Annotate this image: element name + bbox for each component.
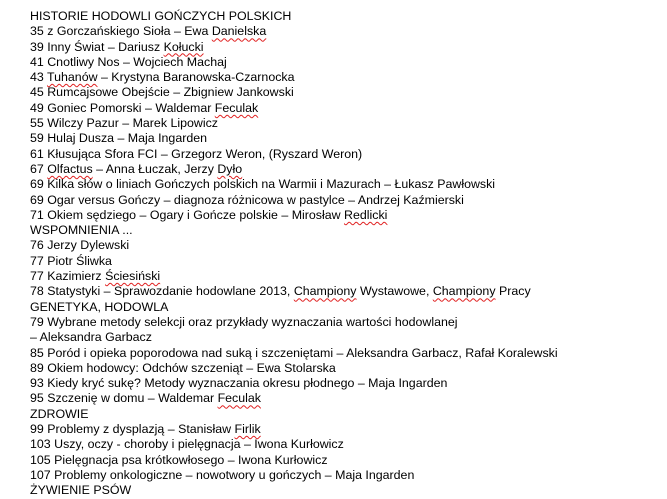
spellcheck-flagged-word: Feculak — [214, 100, 259, 115]
toc-entry: 43 Tuhanów – Krystyna Baranowska-Czarnocka — [30, 70, 295, 85]
toc-entry: – Aleksandra Garbacz — [30, 330, 152, 345]
toc-entry: 67 Olfactus – Anna Łuczak, Jerzy Dyło — [30, 161, 243, 176]
toc-entry: 61 Kłusująca Sfora FCI – Grzegorz Weron, (Ryszard Weron) — [30, 146, 363, 161]
section-heading: ZDROWIE — [30, 406, 89, 421]
toc-entry: 95 Szczenię w domu – Waldemar Feculak — [30, 391, 261, 406]
toc-entry: 45 Rumcajsowe Obejście – Zbigniew Jankowski — [30, 85, 294, 100]
section-heading: GENETYKA, HODOWLA — [30, 299, 169, 314]
spellcheck-flagged-word: Redlicki — [344, 207, 388, 222]
spellcheck-flagged-word: Danielska — [211, 24, 267, 39]
toc-entry: 39 Inny Świat – Dariusz Kołucki — [30, 39, 204, 54]
spellcheck-flagged-word: Championy — [293, 284, 357, 299]
toc-entry: 105 Pielęgnacja psa krótkowłosego – Iwona Kurłowicz — [30, 452, 328, 467]
toc-entry: 77 Kazimierz Ściesiński — [30, 269, 161, 284]
toc-entry: 76 Jerzy Dylewski — [30, 238, 130, 253]
toc-entry: 99 Problemy z dysplazją – Stanisław Firlik — [30, 422, 261, 437]
spellcheck-flagged-word: Firlik — [234, 422, 261, 437]
toc-entry: 71 Okiem sędziego – Ogary i Gończe polskie – Mirosław Redlicki — [30, 207, 388, 222]
toc-entry: 55 Wilczy Pazur – Marek Lipowicz — [30, 116, 218, 131]
toc-entry: 78 Statystyki – Sprawozdanie hodowlane 2013, Championy Wystawowe, Championy Pracy — [30, 284, 531, 299]
section-heading: ŻYWIENIE PSÓW — [30, 483, 132, 498]
toc-entry: 69 Kilka słów o liniach Gończych polskich na Warmii i Mazurach – Łukasz Pawłowski — [30, 177, 496, 192]
toc-entry: 35 z Gorczańskiego Sioła – Ewa Danielska — [30, 24, 267, 39]
toc-entry: 79 Wybrane metody selekcji oraz przykłady wyznaczania wartości hodowlanej — [30, 314, 458, 329]
spellcheck-flagged-word: Feculak — [217, 391, 261, 406]
toc-entry: 49 Goniec Pomorski – Waldemar Feculak — [30, 100, 259, 115]
spellcheck-flagged-word: Dyło — [217, 161, 243, 176]
spellcheck-flagged-word: Championy — [432, 284, 496, 299]
spellcheck-flagged-word: Ściesiński — [105, 269, 161, 284]
toc-entry: 93 Kiedy kryć sukę? Metody wyznaczania okresu płodnego – Maja Ingarden — [30, 376, 448, 391]
toc-entry: 59 Hulaj Dusza – Maja Ingarden — [30, 131, 208, 146]
spellcheck-flagged-word: Kołucki — [163, 39, 204, 54]
document-text — [30, 9, 660, 499]
spellcheck-flagged-word: Olfactus — [47, 161, 93, 176]
section-heading: HISTORIE HODOWLI GOŃCZYCH POLSKICH — [30, 9, 292, 23]
toc-entry: 77 Piotr Śliwka — [30, 253, 112, 268]
toc-entry: 69 Ogar versus Gończy – diagnoza różnicowa w pastylce – Andrzej Kaźmierski — [30, 192, 464, 207]
toc-entry: 103 Uszy, oczy - choroby i pielęgnacja – Iwona Kurłowicz — [30, 437, 344, 452]
toc-entry: 107 Problemy onkologiczne – nowotwory u gończych – Maja Ingarden — [30, 467, 415, 482]
toc-entry: 89 Okiem hodowcy: Odchów szczeniąt – Ewa Stolarska — [30, 360, 336, 375]
section-heading: WSPOMNIENIA ... — [30, 223, 133, 238]
toc-entry: 85 Poród i opieka poporodowa nad suką i szczeniętami – Aleksandra Garbacz, Rafał Koralewski — [30, 345, 558, 360]
toc-entry: 41 Cnotliwy Nos – Wojciech Machaj — [30, 54, 227, 69]
spellcheck-flagged-word: Tuhanów — [47, 70, 98, 85]
